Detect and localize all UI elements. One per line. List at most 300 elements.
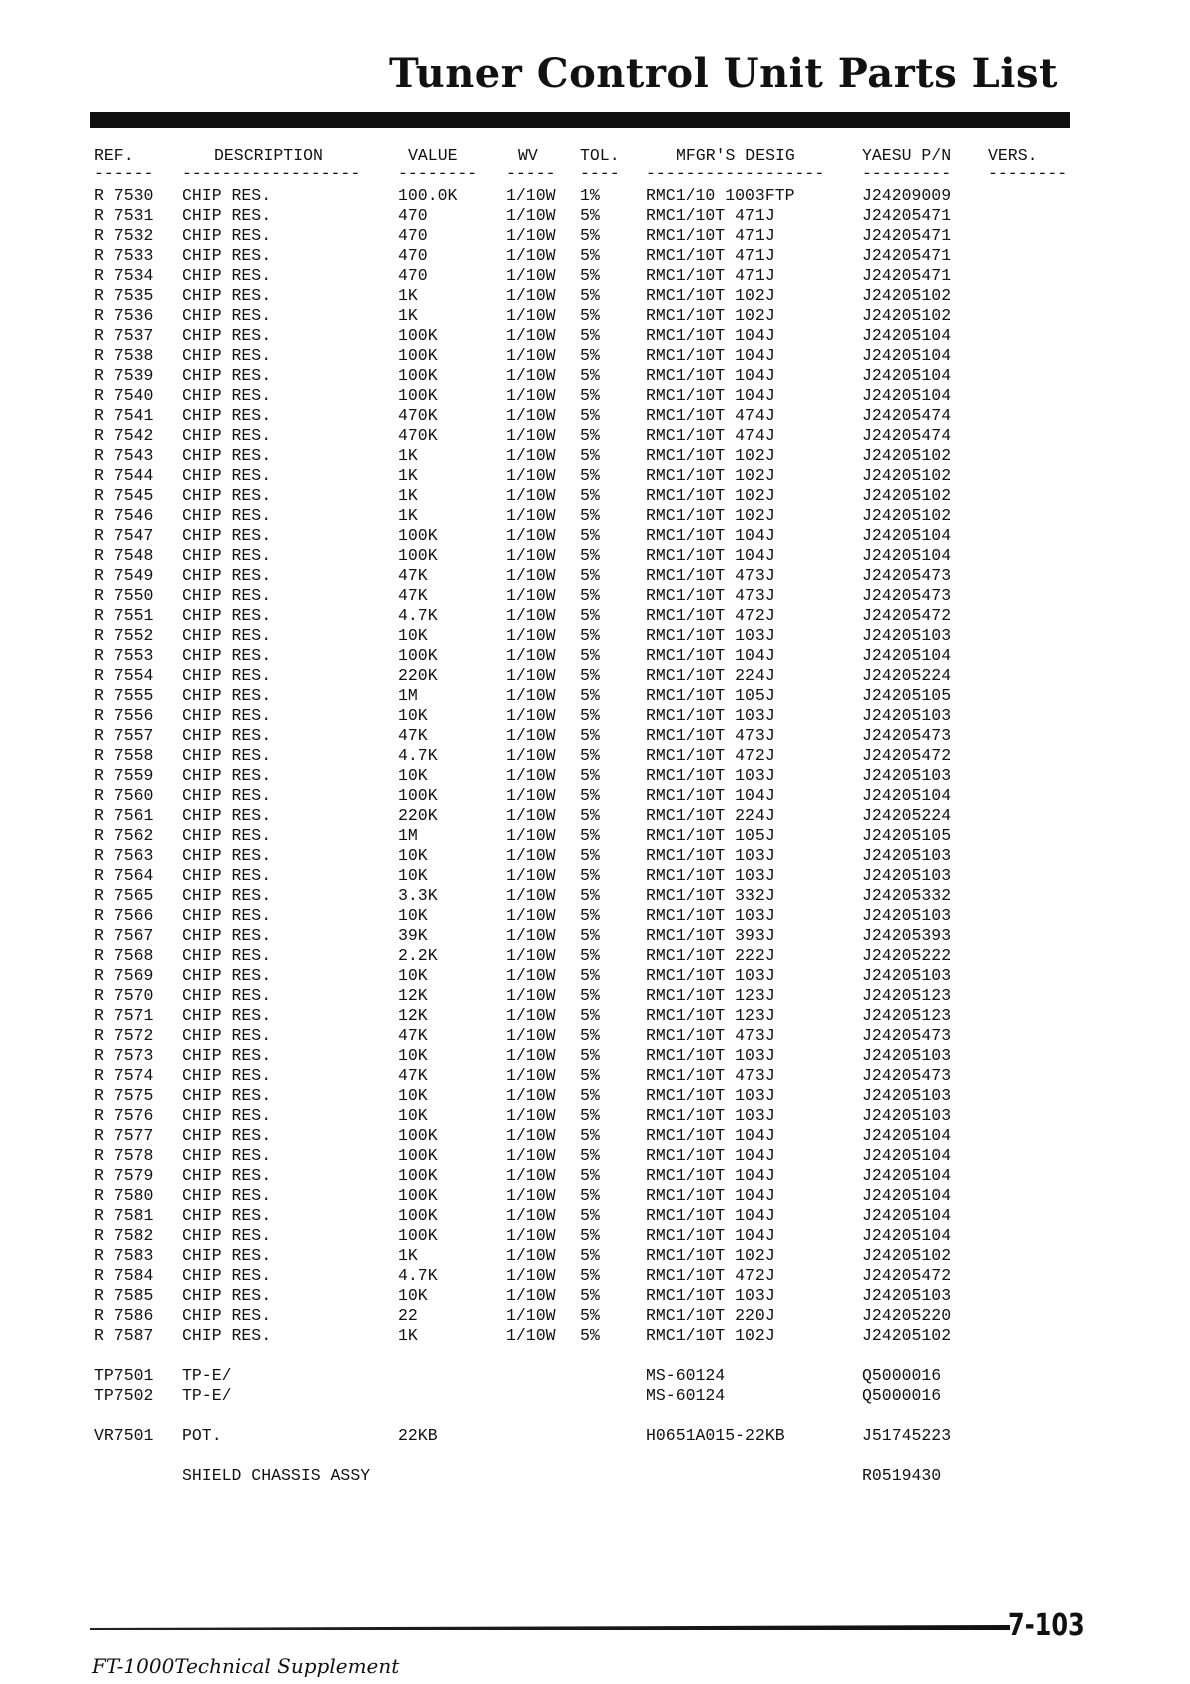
cell-ref: R 7586 [94, 1306, 154, 1325]
cell-description: CHIP RES. [182, 526, 272, 545]
cell-wv: 1/10W [506, 546, 556, 565]
cell-tol: 5% [580, 1126, 600, 1145]
cell-yaesu: Q5000016 [862, 1386, 942, 1405]
cell-wv: 1/10W [506, 1146, 556, 1165]
cell-yaesu: J24205104 [862, 646, 952, 665]
cell-value: 39K [398, 926, 428, 945]
cell-value: 100K [398, 1166, 438, 1185]
cell-tol: 5% [580, 986, 600, 1005]
cell-description: CHIP RES. [182, 686, 272, 705]
cell-yaesu: J24205103 [862, 626, 952, 645]
cell-ref: R 7545 [94, 486, 154, 505]
cell-mfgr: RMC1/10T 103J [646, 1046, 775, 1065]
cell-mfgr: RMC1/10T 102J [646, 306, 775, 325]
cell-value: 100K [398, 1126, 438, 1145]
cell-description: CHIP RES. [182, 546, 272, 565]
cell-value: 470 [398, 266, 428, 285]
cell-yaesu: J24205104 [862, 1226, 952, 1245]
footer-supplement-title: FT-1000Technical Supplement [92, 1654, 400, 1678]
cell-description: TP-E/ [182, 1366, 232, 1385]
cell-tol: 5% [580, 726, 600, 745]
cell-value: 10K [398, 1046, 428, 1065]
cell-tol: 5% [580, 206, 600, 225]
cell-wv: 1/10W [506, 646, 556, 665]
cell-mfgr: RMC1/10T 473J [646, 1066, 775, 1085]
cell-value: 47K [398, 1026, 428, 1045]
col-vers-header: VERS. [988, 146, 1038, 165]
cell-ref: TP7501 [94, 1366, 154, 1385]
cell-mfgr: RMC1/10T 123J [646, 1006, 775, 1025]
cell-mfgr: RMC1/10T 472J [646, 1266, 775, 1285]
cell-tol: 5% [580, 1026, 600, 1045]
cell-wv: 1/10W [506, 1186, 556, 1205]
cell-tol: 5% [580, 706, 600, 725]
cell-yaesu: J24205473 [862, 726, 952, 745]
cell-mfgr: RMC1/10T 104J [646, 1126, 775, 1145]
cell-tol: 5% [580, 1186, 600, 1205]
cell-value: 10K [398, 626, 428, 645]
cell-mfgr: RMC1/10T 102J [646, 1246, 775, 1265]
cell-wv: 1/10W [506, 1106, 556, 1125]
cell-yaesu: J24205103 [862, 846, 952, 865]
cell-tol: 5% [580, 1226, 600, 1245]
cell-mfgr: RMC1/10T 104J [646, 326, 775, 345]
cell-description: POT. [182, 1426, 222, 1445]
cell-description: CHIP RES. [182, 326, 272, 345]
cell-mfgr: RMC1/10T 105J [646, 826, 775, 845]
cell-value: 1K [398, 486, 418, 505]
cell-mfgr: RMC1/10T 104J [646, 646, 775, 665]
cell-ref: R 7558 [94, 746, 154, 765]
cell-value: 470 [398, 226, 428, 245]
cell-yaesu: J24205104 [862, 386, 952, 405]
cell-value: 470 [398, 246, 428, 265]
cell-ref: R 7582 [94, 1226, 154, 1245]
cell-wv: 1/10W [506, 1286, 556, 1305]
cell-wv: 1/10W [506, 766, 556, 785]
cell-wv: 1/10W [506, 686, 556, 705]
cell-tol: 5% [580, 606, 600, 625]
cell-yaesu: J24205103 [862, 706, 952, 725]
cell-value: 100K [398, 1146, 438, 1165]
cell-yaesu: J24205104 [862, 1166, 952, 1185]
cell-mfgr: RMC1/10T 104J [646, 1166, 775, 1185]
cell-tol: 5% [580, 686, 600, 705]
cell-yaesu: J24205104 [862, 1146, 952, 1165]
cell-value: 1K [398, 1246, 418, 1265]
cell-value: 47K [398, 726, 428, 745]
page-title: Tuner Control Unit Parts List [389, 50, 1058, 97]
cell-description: CHIP RES. [182, 606, 272, 625]
cell-yaesu: R0519430 [862, 1466, 942, 1485]
cell-yaesu: J24205104 [862, 366, 952, 385]
cell-mfgr: RMC1/10T 103J [646, 906, 775, 925]
cell-tol: 5% [580, 586, 600, 605]
cell-yaesu: J24205102 [862, 1326, 952, 1345]
cell-wv: 1/10W [506, 326, 556, 345]
cell-yaesu: J24205473 [862, 586, 952, 605]
col-value-header: VALUE [408, 146, 458, 165]
cell-tol: 5% [580, 786, 600, 805]
cell-ref: R 7576 [94, 1106, 154, 1125]
cell-ref: R 7574 [94, 1066, 154, 1085]
cell-wv: 1/10W [506, 586, 556, 605]
cell-value: 22 [398, 1306, 418, 1325]
cell-yaesu: J24205472 [862, 746, 952, 765]
cell-wv: 1/10W [506, 846, 556, 865]
cell-ref: R 7587 [94, 1326, 154, 1345]
cell-description: CHIP RES. [182, 746, 272, 765]
cell-description: CHIP RES. [182, 1126, 272, 1145]
cell-tol: 5% [580, 1106, 600, 1125]
cell-yaesu: J24205103 [862, 866, 952, 885]
cell-description: CHIP RES. [182, 886, 272, 905]
cell-value: 10K [398, 906, 428, 925]
cell-ref: R 7557 [94, 726, 154, 745]
header-dashes [0, 164, 1068, 184]
cell-wv: 1/10W [506, 466, 556, 485]
cell-ref: R 7564 [94, 866, 154, 885]
cell-description: CHIP RES. [182, 1286, 272, 1305]
cell-description: CHIP RES. [182, 446, 272, 465]
dash-value: -------- [398, 164, 478, 183]
cell-description: CHIP RES. [182, 646, 272, 665]
cell-tol: 5% [580, 526, 600, 545]
cell-mfgr: RMC1/10T 472J [646, 606, 775, 625]
cell-value: 470 [398, 206, 428, 225]
cell-ref: R 7531 [94, 206, 154, 225]
cell-yaesu: J24205473 [862, 1026, 952, 1045]
cell-ref: R 7543 [94, 446, 154, 465]
cell-ref: R 7532 [94, 226, 154, 245]
cell-wv: 1/10W [506, 926, 556, 945]
cell-wv: 1/10W [506, 206, 556, 225]
cell-wv: 1/10W [506, 246, 556, 265]
cell-value: 10K [398, 1106, 428, 1125]
cell-wv: 1/10W [506, 1126, 556, 1145]
cell-description: CHIP RES. [182, 1326, 272, 1345]
cell-ref: R 7561 [94, 806, 154, 825]
cell-value: 10K [398, 766, 428, 785]
cell-ref: R 7530 [94, 186, 154, 205]
cell-value: 1K [398, 1326, 418, 1345]
cell-description: CHIP RES. [182, 1266, 272, 1285]
cell-value: 100K [398, 546, 438, 565]
cell-mfgr: RMC1/10T 104J [646, 1186, 775, 1205]
cell-mfgr: RMC1/10T 103J [646, 706, 775, 725]
cell-tol: 5% [580, 446, 600, 465]
cell-value: 100K [398, 786, 438, 805]
cell-mfgr: RMC1/10T 102J [646, 1326, 775, 1345]
cell-description: CHIP RES. [182, 386, 272, 405]
col-ref-header: REF. [94, 146, 134, 165]
cell-description: CHIP RES. [182, 1206, 272, 1225]
cell-yaesu: J24205103 [862, 1106, 952, 1125]
cell-mfgr: RMC1/10T 220J [646, 1306, 775, 1325]
cell-description: CHIP RES. [182, 926, 272, 945]
cell-ref: R 7534 [94, 266, 154, 285]
cell-yaesu: J24205471 [862, 206, 952, 225]
cell-mfgr: RMC1/10T 104J [646, 366, 775, 385]
cell-value: 2.2K [398, 946, 438, 965]
cell-yaesu: J24205102 [862, 506, 952, 525]
cell-ref: R 7553 [94, 646, 154, 665]
cell-value: 10K [398, 1286, 428, 1305]
cell-ref: R 7584 [94, 1266, 154, 1285]
cell-wv: 1/10W [506, 1006, 556, 1025]
cell-ref: R 7572 [94, 1026, 154, 1045]
cell-tol: 5% [580, 286, 600, 305]
cell-tol: 5% [580, 566, 600, 585]
cell-wv: 1/10W [506, 866, 556, 885]
cell-tol: 5% [580, 546, 600, 565]
cell-ref: TP7502 [94, 1386, 154, 1405]
cell-wv: 1/10W [506, 606, 556, 625]
cell-value: 100K [398, 346, 438, 365]
cell-description: CHIP RES. [182, 966, 272, 985]
dash-yaesu: --------- [862, 164, 952, 183]
cell-description: CHIP RES. [182, 346, 272, 365]
cell-mfgr: MS-60124 [646, 1366, 726, 1385]
cell-yaesu: J24205102 [862, 446, 952, 465]
cell-description: CHIP RES. [182, 506, 272, 525]
cell-value: 1K [398, 286, 418, 305]
cell-wv: 1/10W [506, 726, 556, 745]
cell-value: 4.7K [398, 606, 438, 625]
cell-tol: 5% [580, 1246, 600, 1265]
cell-description: CHIP RES. [182, 626, 272, 645]
cell-description: CHIP RES. [182, 226, 272, 245]
cell-wv: 1/10W [506, 386, 556, 405]
cell-description: CHIP RES. [182, 1066, 272, 1085]
cell-description: CHIP RES. [182, 406, 272, 425]
dash-tol: ---- [580, 164, 620, 183]
cell-value: 1K [398, 466, 418, 485]
cell-wv: 1/10W [506, 1206, 556, 1225]
cell-description: CHIP RES. [182, 946, 272, 965]
cell-value: 100K [398, 1186, 438, 1205]
cell-yaesu: J24205103 [862, 1046, 952, 1065]
cell-tol: 5% [580, 646, 600, 665]
cell-mfgr: RMC1/10T 104J [646, 1206, 775, 1225]
cell-tol: 5% [580, 1326, 600, 1345]
cell-wv: 1/10W [506, 406, 556, 425]
cell-ref: R 7536 [94, 306, 154, 325]
cell-wv: 1/10W [506, 286, 556, 305]
cell-yaesu: J24205103 [862, 966, 952, 985]
cell-value: 1K [398, 446, 418, 465]
cell-mfgr: RMC1/10T 332J [646, 886, 775, 905]
cell-wv: 1/10W [506, 526, 556, 545]
cell-yaesu: J24205104 [862, 346, 952, 365]
dash-description: ------------------ [182, 164, 361, 183]
cell-yaesu: J24205102 [862, 486, 952, 505]
cell-tol: 5% [580, 806, 600, 825]
cell-tol: 5% [580, 946, 600, 965]
cell-wv: 1/10W [506, 346, 556, 365]
cell-yaesu: J24205105 [862, 826, 952, 845]
cell-value: 100K [398, 1226, 438, 1245]
cell-ref: R 7568 [94, 946, 154, 965]
cell-tol: 5% [580, 1206, 600, 1225]
cell-tol: 5% [580, 226, 600, 245]
cell-mfgr: RMC1/10T 102J [646, 486, 775, 505]
cell-mfgr: RMC1/10T 104J [646, 346, 775, 365]
cell-description: CHIP RES. [182, 786, 272, 805]
cell-yaesu: J24205473 [862, 1066, 952, 1085]
cell-value: 100K [398, 646, 438, 665]
cell-value: 4.7K [398, 746, 438, 765]
cell-value: 100K [398, 366, 438, 385]
cell-mfgr: RMC1/10T 104J [646, 786, 775, 805]
cell-ref: R 7546 [94, 506, 154, 525]
cell-wv: 1/10W [506, 826, 556, 845]
cell-wv: 1/10W [506, 786, 556, 805]
cell-mfgr: RMC1/10T 103J [646, 626, 775, 645]
cell-description: CHIP RES. [182, 1226, 272, 1245]
dash-wv: ----- [506, 164, 556, 183]
cell-description: CHIP RES. [182, 726, 272, 745]
cell-wv: 1/10W [506, 566, 556, 585]
cell-description: CHIP RES. [182, 666, 272, 685]
cell-yaesu: J24205104 [862, 526, 952, 545]
cell-mfgr: RMC1/10T 123J [646, 986, 775, 1005]
cell-tol: 5% [580, 1086, 600, 1105]
cell-description: SHIELD CHASSIS ASSY [182, 1466, 371, 1485]
cell-ref: R 7563 [94, 846, 154, 865]
cell-mfgr: RMC1/10T 471J [646, 206, 775, 225]
cell-mfgr: RMC1/10T 102J [646, 286, 775, 305]
cell-ref: R 7571 [94, 1006, 154, 1025]
cell-mfgr: RMC1/10T 104J [646, 1226, 775, 1245]
cell-wv: 1/10W [506, 1266, 556, 1285]
cell-description: CHIP RES. [182, 846, 272, 865]
cell-yaesu: J24205103 [862, 766, 952, 785]
cell-mfgr: RMC1/10T 393J [646, 926, 775, 945]
cell-tol: 5% [580, 966, 600, 985]
cell-wv: 1/10W [506, 1246, 556, 1265]
cell-ref: R 7548 [94, 546, 154, 565]
cell-wv: 1/10W [506, 1046, 556, 1065]
cell-yaesu: J24205474 [862, 426, 952, 445]
cell-ref: R 7541 [94, 406, 154, 425]
cell-yaesu: J24205103 [862, 906, 952, 925]
cell-mfgr: RMC1/10T 473J [646, 726, 775, 745]
cell-wv: 1/10W [506, 666, 556, 685]
cell-ref: R 7560 [94, 786, 154, 805]
cell-ref: R 7577 [94, 1126, 154, 1145]
cell-description: CHIP RES. [182, 1106, 272, 1125]
cell-tol: 5% [580, 1306, 600, 1325]
cell-yaesu: J24205224 [862, 806, 952, 825]
cell-value: 100K [398, 386, 438, 405]
cell-tol: 5% [580, 846, 600, 865]
cell-yaesu: J24205393 [862, 926, 952, 945]
cell-wv: 1/10W [506, 1166, 556, 1185]
cell-wv: 1/10W [506, 1026, 556, 1045]
cell-yaesu: J24205332 [862, 886, 952, 905]
cell-value: 100K [398, 326, 438, 345]
cell-mfgr: RMC1/10T 471J [646, 246, 775, 265]
cell-tol: 1% [580, 186, 600, 205]
cell-tol: 5% [580, 486, 600, 505]
cell-mfgr: RMC1/10T 103J [646, 1106, 775, 1125]
cell-tol: 5% [580, 326, 600, 345]
cell-value: 470K [398, 426, 438, 445]
cell-yaesu: Q5000016 [862, 1366, 942, 1385]
cell-ref: R 7549 [94, 566, 154, 585]
cell-ref: R 7566 [94, 906, 154, 925]
cell-yaesu: J24205103 [862, 1286, 952, 1305]
cell-ref: R 7540 [94, 386, 154, 405]
cell-value: 4.7K [398, 1266, 438, 1285]
cell-tol: 5% [580, 246, 600, 265]
footer-rule [90, 1625, 1010, 1630]
cell-wv: 1/10W [506, 886, 556, 905]
cell-value: 100K [398, 1206, 438, 1225]
cell-ref: R 7556 [94, 706, 154, 725]
cell-yaesu: J24205102 [862, 306, 952, 325]
cell-yaesu: J24205104 [862, 786, 952, 805]
cell-yaesu: J24205472 [862, 606, 952, 625]
cell-value: 220K [398, 666, 438, 685]
cell-wv: 1/10W [506, 366, 556, 385]
cell-yaesu: J51745223 [862, 1426, 952, 1445]
cell-description: CHIP RES. [182, 766, 272, 785]
cell-mfgr: RMC1/10T 102J [646, 506, 775, 525]
cell-yaesu: J24205472 [862, 1266, 952, 1285]
cell-mfgr: RMC1/10T 103J [646, 1286, 775, 1305]
cell-tol: 5% [580, 406, 600, 425]
cell-mfgr: RMC1/10T 473J [646, 586, 775, 605]
cell-tol: 5% [580, 826, 600, 845]
cell-mfgr: RMC1/10T 222J [646, 946, 775, 965]
dash-vers: -------- [988, 164, 1068, 183]
cell-yaesu: J24205102 [862, 286, 952, 305]
cell-wv: 1/10W [506, 946, 556, 965]
cell-wv: 1/10W [506, 506, 556, 525]
cell-value: 470K [398, 406, 438, 425]
cell-yaesu: J24205123 [862, 1006, 952, 1025]
cell-description: CHIP RES. [182, 466, 272, 485]
cell-yaesu: J24205104 [862, 1186, 952, 1205]
cell-wv: 1/10W [506, 626, 556, 645]
cell-ref: R 7554 [94, 666, 154, 685]
cell-ref: R 7547 [94, 526, 154, 545]
cell-description: CHIP RES. [182, 266, 272, 285]
cell-mfgr: RMC1/10T 103J [646, 966, 775, 985]
cell-description: CHIP RES. [182, 706, 272, 725]
col-wv-header: WV [518, 146, 538, 165]
cell-mfgr: RMC1/10T 104J [646, 386, 775, 405]
cell-wv: 1/10W [506, 1086, 556, 1105]
col-description-header: DESCRIPTION [214, 146, 323, 165]
cell-mfgr: RMC1/10T 224J [646, 806, 775, 825]
cell-tol: 5% [580, 386, 600, 405]
col-tol-header: TOL. [580, 146, 620, 165]
cell-mfgr: RMC1/10T 103J [646, 766, 775, 785]
cell-mfgr: RMC1/10T 102J [646, 446, 775, 465]
cell-yaesu: J24205103 [862, 1086, 952, 1105]
cell-mfgr: RMC1/10T 103J [646, 866, 775, 885]
cell-ref: R 7578 [94, 1146, 154, 1165]
cell-tol: 5% [580, 926, 600, 945]
cell-ref: R 7538 [94, 346, 154, 365]
cell-wv: 1/10W [506, 1066, 556, 1085]
cell-tol: 5% [580, 346, 600, 365]
cell-mfgr: RMC1/10T 471J [646, 266, 775, 285]
cell-wv: 1/10W [506, 986, 556, 1005]
